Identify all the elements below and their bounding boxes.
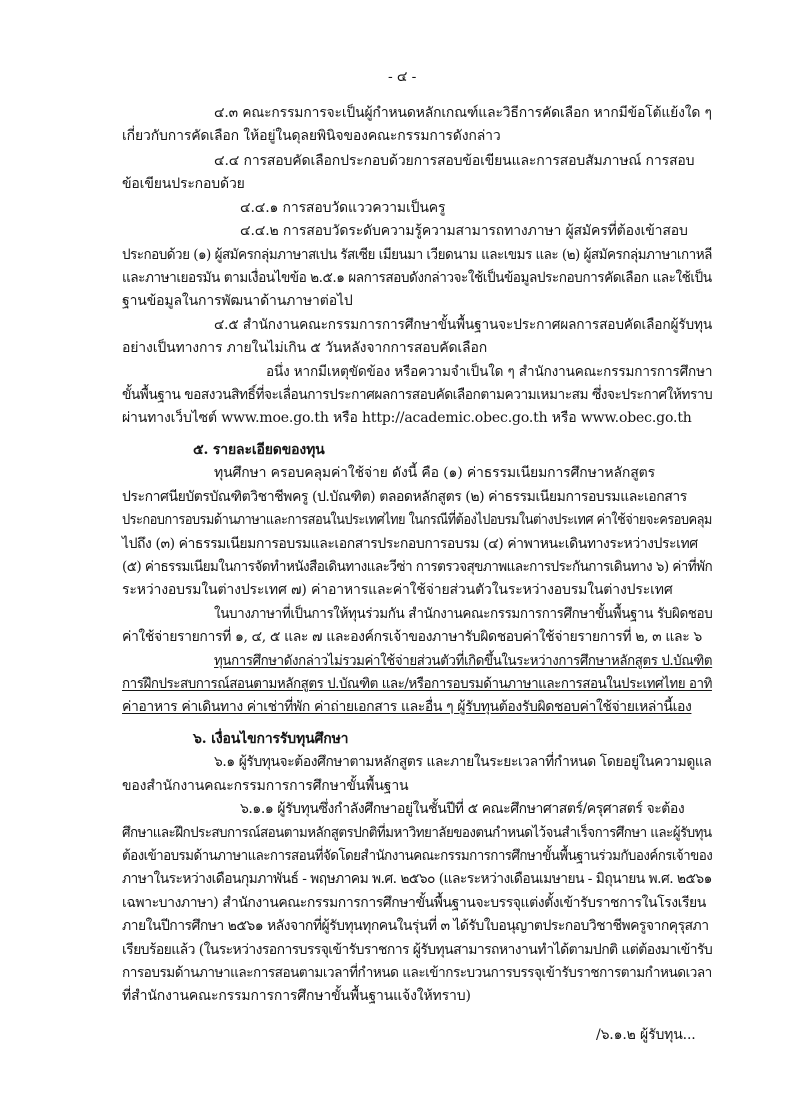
paragraph-line: ๖.๑ ผู้รับทุนจะต้องศึกษาตามหลักสูตร และภายในระยะเวลาที่กำหนด โดยอยู่ในความดูแล [214,754,712,770]
paragraph-line: ขั้นพื้นฐาน ขอสงวนสิทธิ์ที่จะเลื่อนการประกาศผลการสอบคัดเลือกตามความเหมาะสม ซึ่งจะประกาศให้ทราบ [122,387,713,403]
paragraph-line: อนึ่ง หากมีเหตุขัดข้อง หรือความจำเป็นใด ๆ สำนักงานคณะกรรมการการศึกษา [266,364,713,380]
paragraph-line: อย่างเป็นทางการ ภายในไม่เกิน ๕ วันหลังจากการสอบคัดเลือก [122,340,488,356]
paragraph-line: (๕) ค่าธรรมเนียมในการจัดทำหนังสือเดินทางและวีซ่า การตรวจสุขภาพและการประกันการเดินทาง ๖) ค่าที่พัก [122,559,713,575]
paragraph-line: ๔.๕ สำนักงานคณะกรรมการการศึกษาขั้นพื้นฐานจะประกาศผลการสอบคัดเลือกผู้รับทุน [214,317,713,333]
paragraph-line: เรียบร้อยแล้ว (ในระหว่างรอการบรรจุเข้ารับราชการ ผู้รับทุนสามารถหางานทำได้ตามปกติ แต่ต้องมาเข้ารับ [122,942,713,958]
paragraph-line: ข้อเขียนประกอบด้วย [122,176,245,192]
paragraph-line: และภาษาเยอรมัน ตามเงื่อนไขข้อ ๒.๕.๑ ผลการสอบดังกล่าวจะใช้เป็นข้อมูลประกอบการคัดเลือก และใช้เป็น [122,270,712,286]
page-number: - ๔ - [388,69,417,85]
paragraph-line: ภาษาในระหว่างเดือนกุมภาพันธ์ - พฤษภาคม พ.ศ. ๒๕๖๐ (และระหว่างเดือนเมษายน - มิถุนายน พ.ศ. ๒๕๖๑ [122,871,712,887]
paragraph-line: เฉพาะบางภาษา) สำนักงานคณะกรรมการการศึกษาขั้นพื้นฐานจะบรรจุแต่งตั้งเข้ารับราชการในโรงเรียน [122,895,706,911]
paragraph-line: ประกอบด้วย (๑) ผู้สมัครกลุ่มภาษาสเปน รัสเซีย เมียนมา เวียดนาม และเขมร และ (๒) ผู้สมัครกลุ่มภาษาเกาหลี [122,247,712,263]
paragraph-line: ค่าใช้จ่ายรายการที่ ๑, ๔, ๕ และ ๗ และองค์กรเจ้าของภาษารับผิดชอบค่าใช้จ่ายรายการที่ ๒, ๓ และ ๖ [122,629,702,645]
paragraph-line: ต้องเข้าอบรมด้านภาษาและการสอนที่จัดโดยสำนักงานคณะกรรมการการศึกษาขั้นพื้นฐานร่วมกับองค์กรเจ้าของ [122,848,713,864]
paragraph-line: ฐานข้อมูลในการพัฒนาด้านภาษาต่อไป [122,293,353,309]
paragraph-line: ผ่านทางเว็บไซต์ www.moe.go.th หรือ http://academic.obec.go.th หรือ www.obec.go.th [122,410,692,426]
paragraph-line: การอบรมด้านภาษาและการสอนตามเวลาที่กำหนด และเข้ากระบวนการบรรจุเข้ารับราชการตามกำหนดเวลา [122,965,712,981]
paragraph-line: ๔.๔.๒ การสอบวัดระดับความรู้ความสามารถทางภาษา ผู้สมัครที่ต้องเข้าสอบ [240,223,688,239]
paragraph-line: ภายในปีการศึกษา ๒๕๖๑ หลังจากที่ผู้รับทุนทุกคนในรุ่นที่ ๓ ได้รับใบอนุญาตประกอบวิชาชีพครูจากคุรุสภา [122,918,709,934]
paragraph-line: ๖.๑.๑ ผู้รับทุนซึ่งกำลังศึกษาอยู่ในชั้นปีที่ ๕ คณะศึกษาศาสตร์/ครุศาสตร์ จะต้อง [240,801,685,817]
paragraph-line: ๔.๔.๑ การสอบวัดแววความเป็นครู [240,200,446,216]
paragraph-line-underlined: ทุนการศึกษาดังกล่าวไม่รวมค่าใช้จ่ายส่วนตัวที่เกิดขึ้นในระหว่างการศึกษาหลักสูตร ป.บัณฑิต [214,653,713,669]
paragraph-line: ศึกษาและฝึกประสบการณ์สอนตามหลักสูตรปกติที่มหาวิทยาลัยของตนกำหนดไว้จนสำเร็จการศึกษา และผู้รับทุน [122,825,712,841]
section-heading: ๖. เงื่อนไขการรับทุนศึกษา [193,731,349,747]
paragraph-line: ทุนศึกษา ครอบคลุมค่าใช้จ่าย ดังนี้ คือ (๑) ค่าธรรมเนียมการศึกษาหลักสูตร [214,465,655,481]
paragraph-line: ระหว่างอบรมในต่างประเทศ ๗) ค่าอาหารและค่าใช้จ่ายส่วนตัวในระหว่างอบรมในต่างประเทศ [122,582,673,598]
paragraph-line: ๔.๓ คณะกรรมการจะเป็นผู้กำหนดหลักเกณฑ์และวิธีการคัดเลือก หากมีข้อโต้แย้งใด ๆ [214,105,712,121]
paragraph-line-underlined: การฝึกประสบการณ์สอนตามหลักสูตร ป.บัณฑิต และ/หรือการอบรมด้านภาษาและการสอนในประเทศไทย อาทิ [122,676,712,692]
paragraph-line-underlined: ค่าอาหาร ค่าเดินทาง ค่าเช่าที่พัก ค่าถ่ายเอกสาร และอื่น ๆ ผู้รับทุนต้องรับผิดชอบค่าใช้จ่ายเหล่านี้เอง [122,699,692,715]
paragraph-line: ที่สำนักงานคณะกรรมการการศึกษาขั้นพื้นฐานแจ้งให้ทราบ) [122,988,471,1004]
paragraph-line: ในบางภาษาที่เป็นการให้ทุนร่วมกัน สำนักงานคณะกรรมการการศึกษาขั้นพื้นฐาน รับผิดชอบ [214,606,713,622]
paragraph-line: เกี่ยวกับการคัดเลือก ให้อยู่ในดุลยพินิจของคณะกรรมการดังกล่าว [122,128,501,144]
paragraph-line: ของสำนักงานคณะกรรมการการศึกษาขั้นพื้นฐาน [122,778,409,794]
section-heading: ๕. รายละเอียดของทุน [193,442,325,458]
paragraph-line: ไปถึง (๓) ค่าธรรมเนียมการอบรมและเอกสารประกอบการอบรม (๔) ค่าพาหนะเดินทางระหว่างประเทศ [122,536,698,552]
paragraph-line: ๔.๔ การสอบคัดเลือกประกอบด้วยการสอบข้อเขียนและการสอบสัมภาษณ์ การสอบ [214,153,695,169]
paragraph-line: ประกอบการอบรมด้านภาษาและการสอนในประเทศไทย ในกรณีที่ต้องไปอบรมในต่างประเทศ ค่าใช้จ่ายจะครอบคลุม [122,512,712,528]
continuation-marker: /๖.๑.๒ ผู้รับทุน... [596,1027,696,1043]
paragraph-line: ประกาศนียบัตรบัณฑิตวิชาชีพครู (ป.บัณฑิต) ตลอดหลักสูตร (๒) ค่าธรรมเนียมการอบรมและเอกสาร [122,489,687,505]
